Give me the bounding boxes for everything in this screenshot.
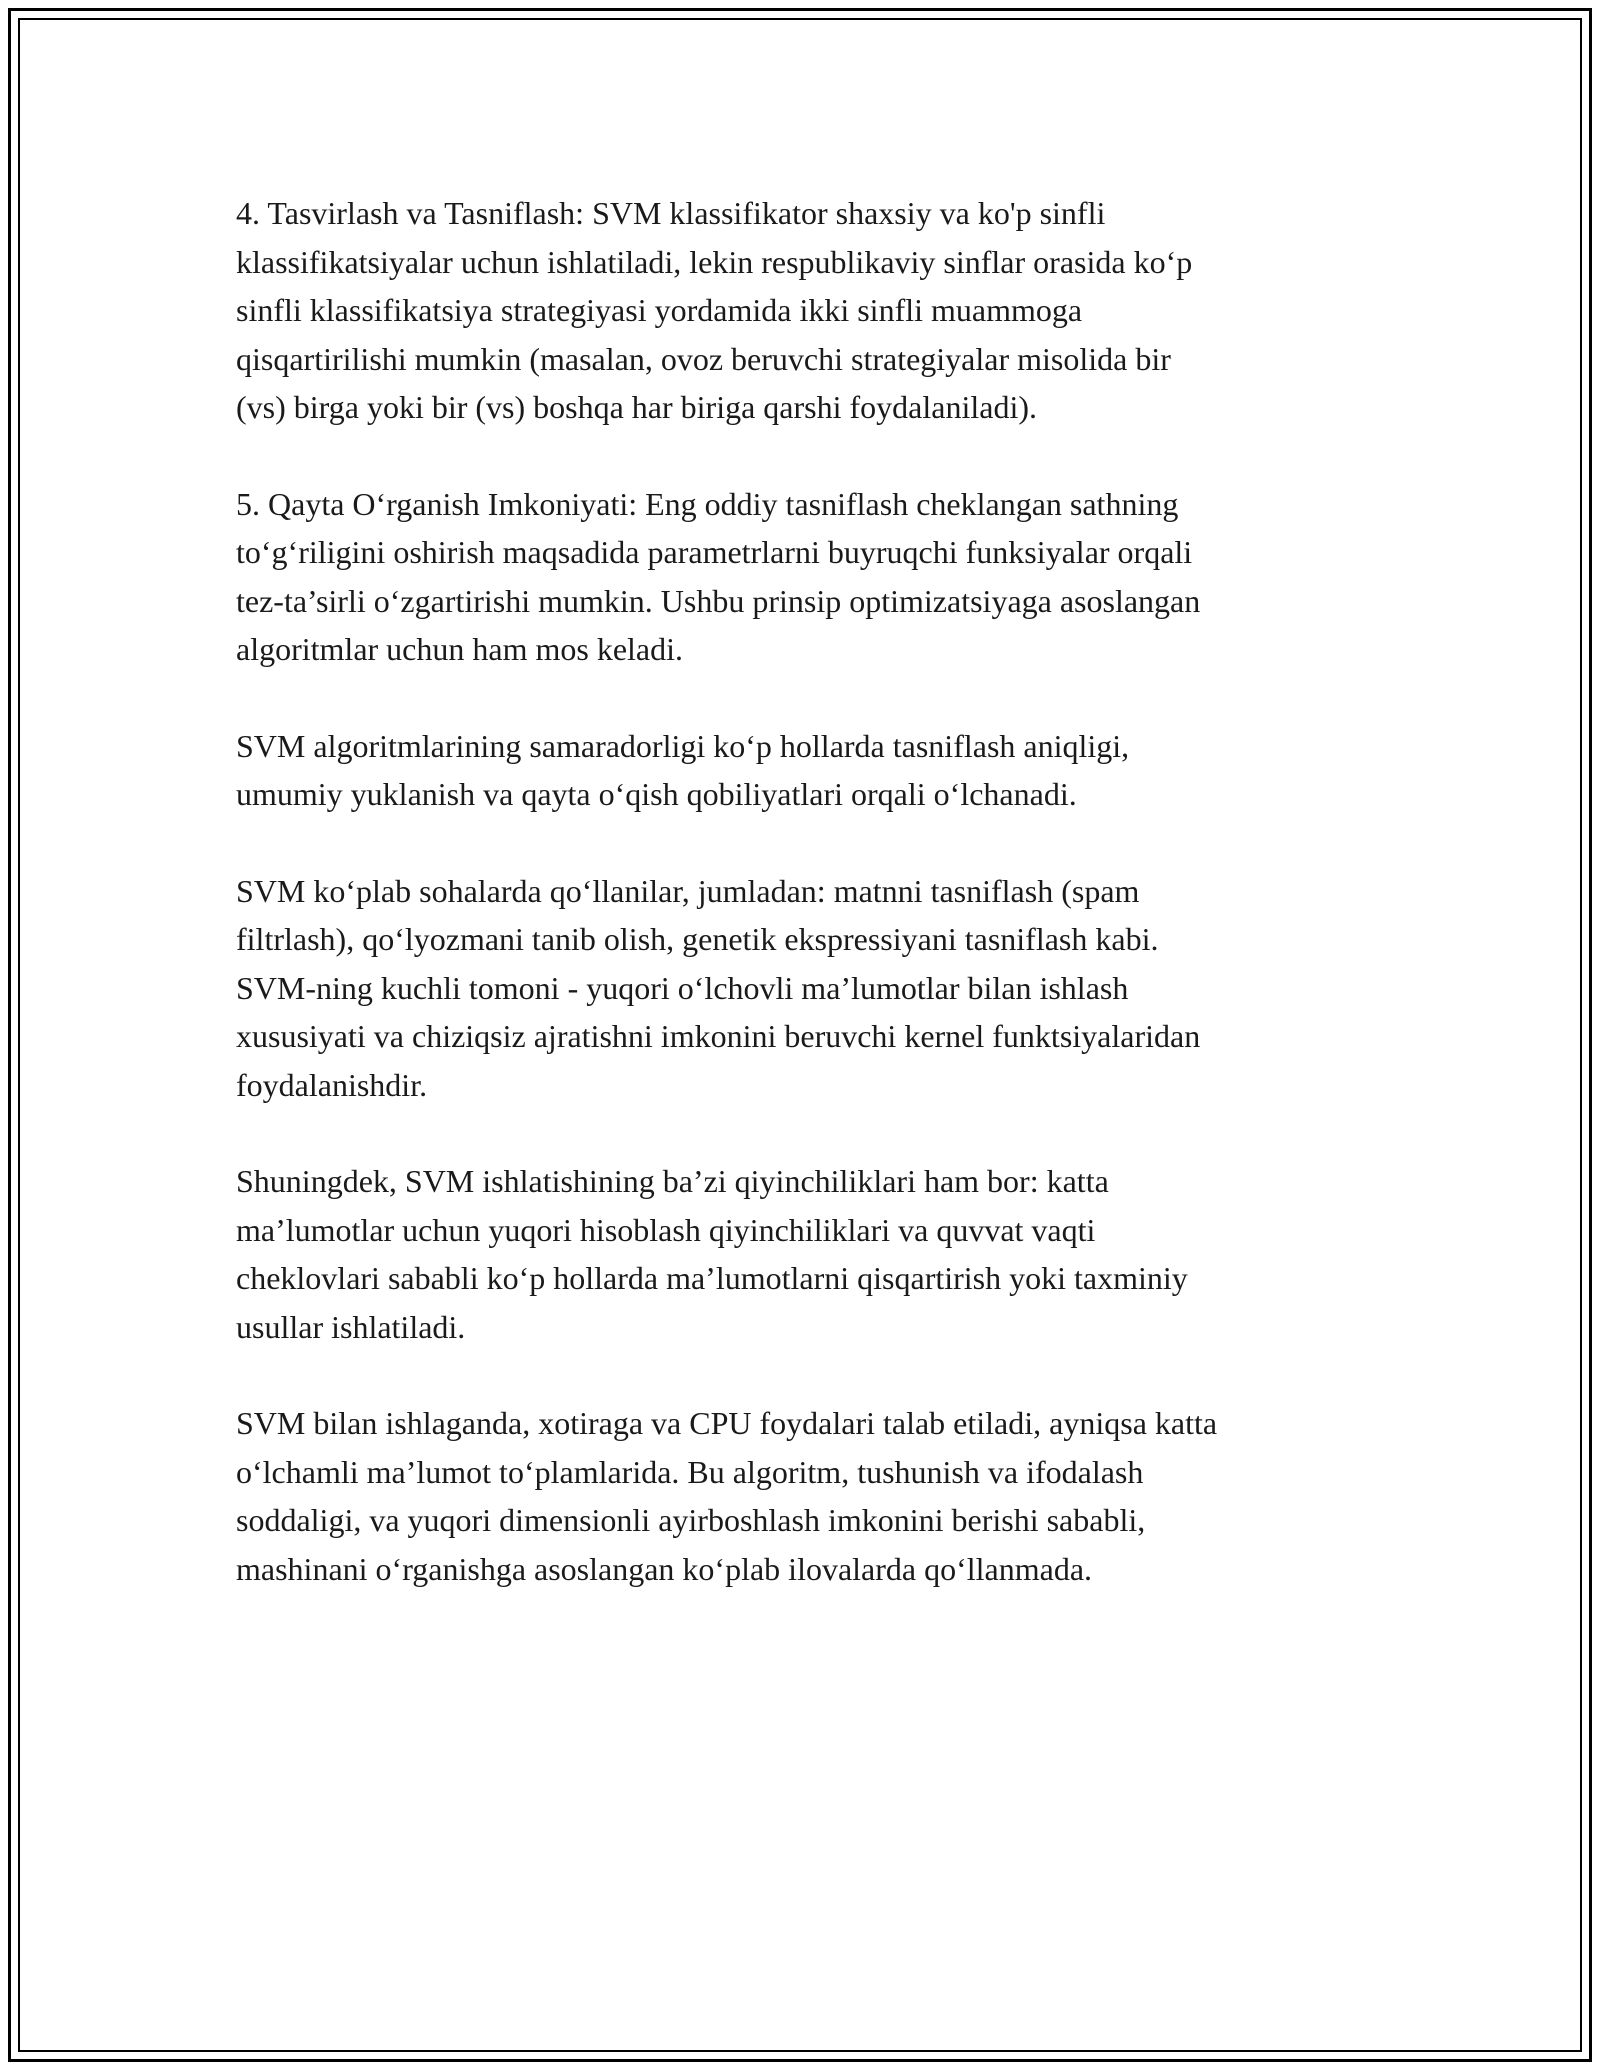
paragraph-svm-resources: SVM bilan ishlaganda, xotiraga va CPU foydalari talab etiladi, ayniqsa katta o‘lchamli ma’lumot to‘plamlarida. Bu algoritm, tushunish va ifodalash soddaligi, va yuqori dimensionli ayirboshlash imkonini berishi sababli, mashinani o‘rganishga asoslangan ko‘plab ilovalarda qo‘llanmada. [236, 1405, 1218, 1587]
paragraph-svm-difficulties: Shuningdek, SVM ishlatishining ba’zi qiyinchiliklari ham bor: katta ma’lumotlar uchun yuqori hisoblash qiyinchiliklari va quvvat vaqti cheklovlari sababli ko‘p hollarda ma’lumotlarni qisqartirish yoki taxminiy usullar ishlatiladi. [236, 1163, 1188, 1345]
paragraph-relearning-capability: 5. Qayta O‘rganish Imkoniyati: Eng oddiy tasniflash cheklangan sathning to‘g‘riligini oshirish maqsadida parametrlarni buyruqchi funksiyalar orqali tez-ta’sirli o‘zgartirishi mumkin. Ushbu prinsip optimizatsiyaga asoslangan algoritmlar uchun ham mos keladi. [236, 485, 1201, 667]
document-body [236, 189, 1366, 1641]
paragraph-svm-applications: SVM ko‘plab sohalarda qo‘llanilar, jumladan: matnni tasniflash (spam filtrlash), qo‘lyozmani tanib olish, genetik ekspressiyani tasniflash kabi. SVM-ning kuchli tomoni - yuqori o‘lchovli ma’lumotlar bilan ishlash xususiyati va chiziqsiz ajratishni imkonini beruvchi kernel funktsiyalaridan foydalanishdir. [236, 872, 1201, 1103]
paragraph-svm-effectiveness: SVM algoritmlarining samaradorligi ko‘p hollarda tasniflash aniqligi, umumiy yuklanish va qayta o‘qish qobiliyatlari orqali o‘lchanadi. [236, 727, 1130, 812]
paragraph-svm-classification-strategies: 4. Tasvirlash va Tasniflash: SVM klassifikator shaxsiy va ko'p sinfli klassifikatsiyalar uchun ishlatiladi, lekin respublikaviy sinflar orasida ko‘p sinfli klassifikatsiya strategiyasi yordamida ikki sinfli muammoga qisqartirilishi mumkin (masalan, ovoz beruvchi strategiyalar misolida bir (vs) birga yoki bir (vs) boshqa har biriga qarshi foydalaniladi). [236, 195, 1193, 425]
